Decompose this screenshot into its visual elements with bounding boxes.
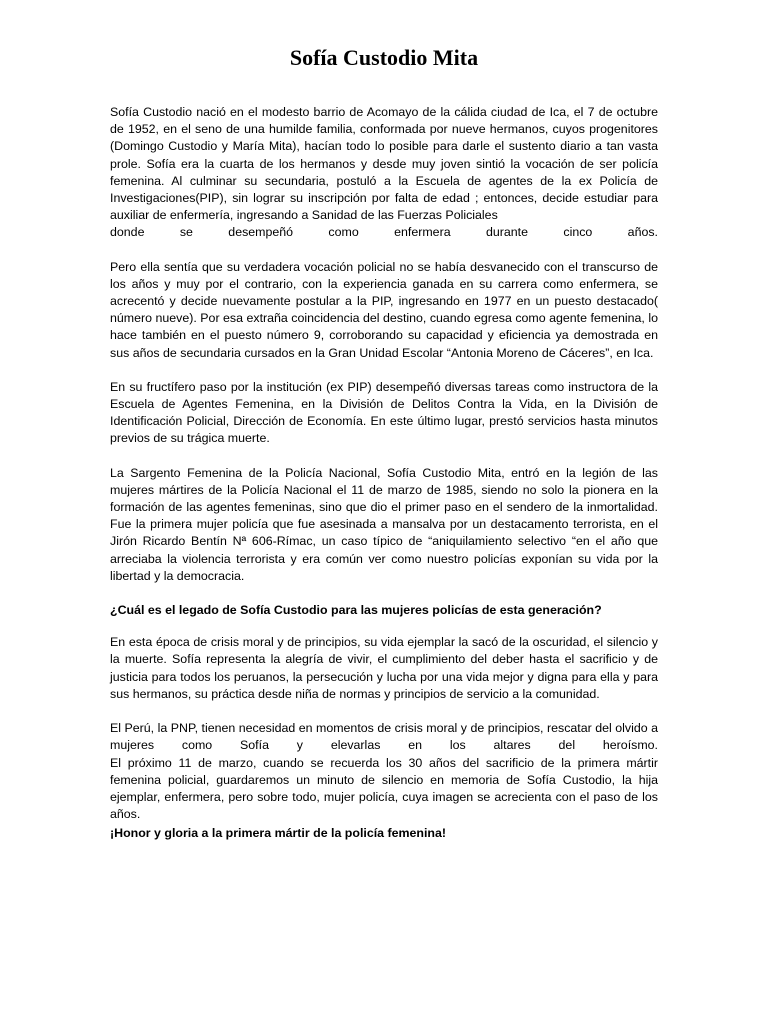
legacy-question: ¿Cuál es el legado de Sofía Custodio para las mujeres policías de esta generación? [110, 603, 602, 618]
paragraph-3: En su fructífero paso por la institución (ex PIP) desempeñó diversas tareas como instructora de la Escuela de Agentes Femenina, en la División de Delitos Contra la Vida, en la División de Identificación Policial, Dirección de Economía. En este último lugar, prestó servicios hasta minutos previos de su trágica muerte. [110, 379, 658, 446]
paragraph-1: Sofía Custodio nació en el modesto barrio de Acomayo de la cálida ciudad de Ica, el 7 de octubre de 1952, en el seno de una humilde familia, conformada por nueve hermanos, cuyos progenitores (Domingo Custodio y María Mita), hacían todo lo posible para darle el sustento diario a tan vasta prole. Sofía era la cuarta de los hermanos y desde muy joven sintió la vocación de ser policía femenina. Al culminar su secundaria, postuló a la Escuela de agentes de la ex Policía de Investigaciones(PIP), sin lograr su inscripción por falta de edad ; entonces, decide estudiar para auxiliar de enfermería, ingresando a Sanidad de las Fuerzas Policiales [110, 105, 658, 223]
paragraph-4: La Sargento Femenina de la Policía Nacional, Sofía Custodio Mita, entró en la legión de las mujeres mártires de la Policía Nacional el 11 de marzo de 1985, siendo no solo la pionera en la formación de las agentes femeninas, sino que dio el primer paso en el sendero de la inmortalidad. Fue la primera mujer policía que fue asesinada a mansalva por un destacamento terrorista, en el Jirón Ricardo Bentín Nª 606-Rímac, un caso típico de “aniquilamiento selectivo “en el año que arreciaba la violencia terrorista y era común ver como nuestro policías exponían su vida por la libertad y la democracia. [110, 465, 658, 583]
document-body [110, 104, 658, 860]
legacy-paragraph-2: El Perú, la PNP, tienen necesidad en momentos de crisis moral y de principios, rescatar del olvido a mujeres como Sofía y elevarlas en los altares del heroísmo. [110, 721, 658, 753]
paragraph-2: Pero ella sentía que su verdadera vocación policial no se había desvanecido con el transcurso de los años y muy por el contrario, con la experiencia ganada en su carrera como enfermera, se acrecentó y decide nuevamente postular a la PIP, ingresando en 1977 en un puesto destacado( número nueve). Por esa extraña coincidencia del destino, cuando egresa como agente femenina, lo hace también en el puesto número 9, corroborando su capacidad y eficiencia ya demostrada en sus años de secundaria cursados en la Gran Unidad Escolar “Antonia Moreno de Cáceres”, en Ica. [110, 259, 658, 360]
legacy-paragraph-3: El próximo 11 de marzo, cuando se recuerda los 30 años del sacrificio de la primera mártir femenina policial, guardaremos un minuto de silencio en memoria de Sofía Custodio, la hija ejemplar, enfermera, pero sobre todo, mujer policía, cuya imagen se acrecienta con el paso de los años. [110, 755, 658, 822]
legacy-paragraph-1: En esta época de crisis moral y de principios, su vida ejemplar la sacó de la oscuridad, el silencio y la muerte. Sofía representa la alegría de vivir, el cumplimiento del deber hasta el sacrificio y de justicia para todos los peruanos, la persecución y lucha por una vida mejor y digna para ella y para sus hermanos, su práctica desde niña de normas y principios de servicio a la comunidad. [110, 635, 658, 701]
paragraph-1-last-line: donde se desempeñó como enfermera durante cinco años. [110, 225, 658, 240]
document-title: Sofía Custodio Mita [289, 45, 479, 70]
closing-line: ¡Honor y gloria a la primera mártir de la policía femenina! [110, 826, 447, 841]
